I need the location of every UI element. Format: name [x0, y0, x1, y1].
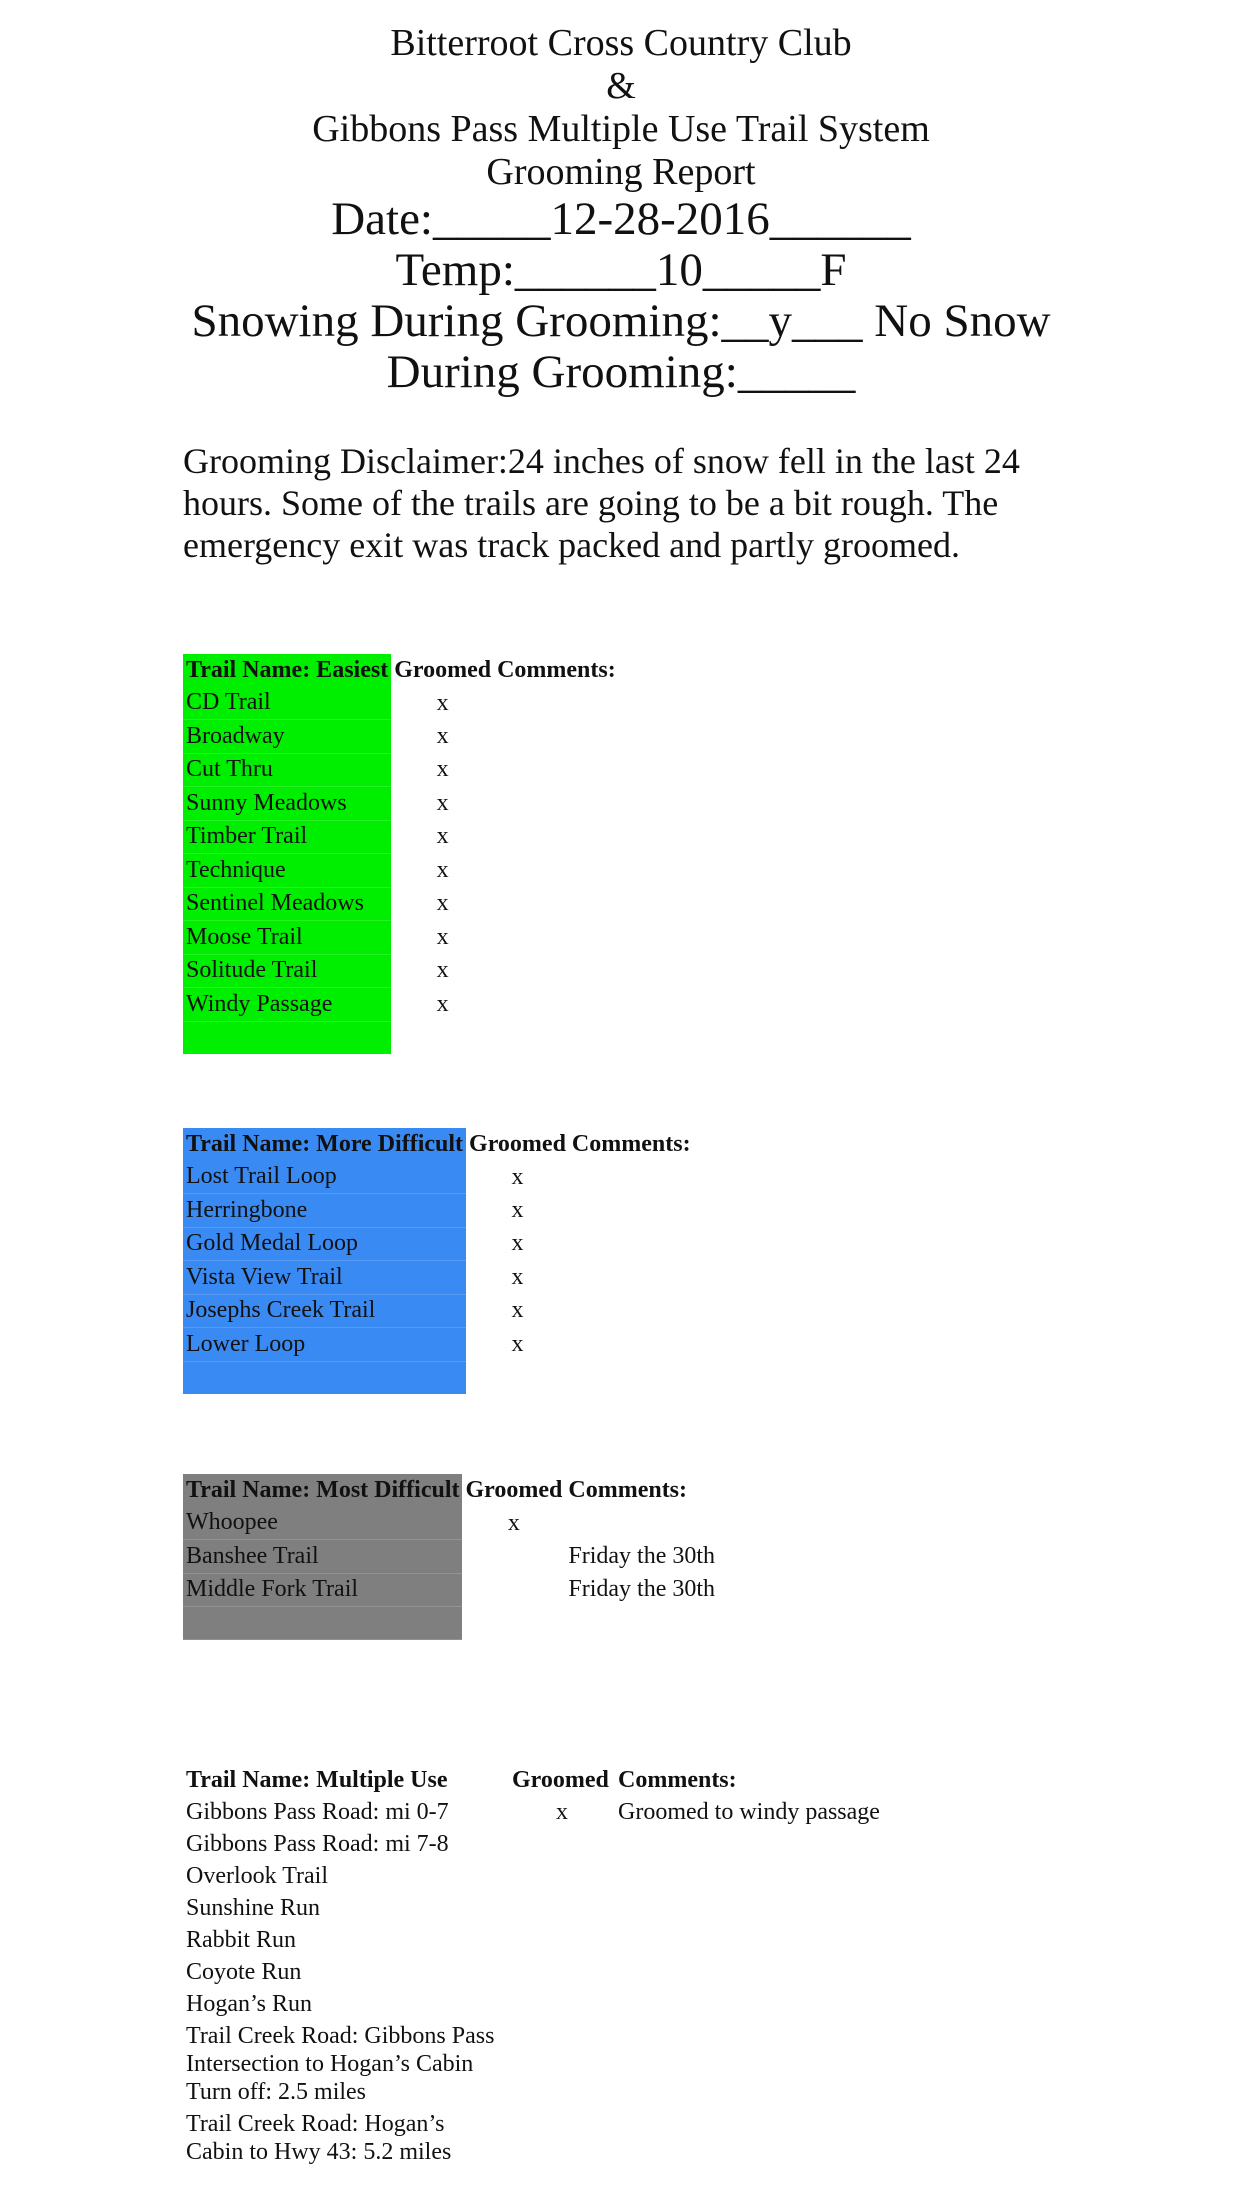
empty-cell: [391, 1021, 494, 1054]
easiest-trail-table: [183, 654, 619, 1055]
comment-cell: [615, 1956, 883, 1988]
comment-cell: [494, 720, 619, 754]
groomed-cell: [509, 1988, 615, 2020]
groomed-header: Groomed: [469, 1130, 566, 1157]
easiest-section: [183, 654, 619, 1055]
groomed-header: Groomed: [465, 1476, 563, 1503]
more-difficult-section: [183, 1128, 694, 1395]
empty-row: [183, 1021, 619, 1054]
table-row: [183, 1227, 694, 1261]
comment-cell: [615, 2108, 883, 2168]
trail-name-cell: Broadway: [183, 720, 391, 754]
comment-cell: [494, 787, 619, 821]
comments-header: Comments:: [618, 1767, 737, 1793]
comment-cell: [494, 687, 619, 720]
trail-name-cell: Sunny Meadows: [183, 787, 391, 821]
empty-row: [183, 1607, 718, 1640]
comment-cell: [494, 753, 619, 787]
trail-name-cell: Middle Fork Trail: [183, 1573, 462, 1607]
empty-cell: [569, 1361, 694, 1394]
table-header-row: [183, 1764, 883, 1796]
table-row: [183, 1573, 718, 1607]
comment-cell: [494, 854, 619, 888]
comment-cell: [565, 1507, 718, 1540]
comment-cell: [494, 921, 619, 955]
groomed-cell: x: [511, 1330, 524, 1357]
groomed-cell: x: [436, 957, 449, 984]
comment-cell: [615, 1828, 883, 1860]
comment-cell: [569, 1261, 694, 1295]
groomed-cell: x: [436, 990, 449, 1017]
club-name: Bitterroot Cross Country Club: [390, 22, 852, 64]
groomed-cell: [509, 1828, 615, 1860]
groomed-cell: x: [436, 856, 449, 883]
trail-name-cell: Gibbons Pass Road: mi 7-8: [186, 1831, 449, 1857]
table-row: [183, 921, 619, 955]
report-title: Grooming Report: [486, 151, 756, 193]
empty-cell: [565, 1607, 718, 1640]
report-header: [0, 22, 1242, 398]
trail-name-header: Trail Name: Easiest: [183, 654, 391, 687]
groomed-cell: x: [511, 1230, 524, 1257]
comments-header: Comments:: [497, 656, 616, 683]
trail-name-cell: Moose Trail: [183, 921, 391, 955]
table-row: [183, 1194, 694, 1228]
most-difficult-trail-table: [183, 1474, 718, 1640]
trail-name-cell: Sunshine Run: [186, 1895, 321, 1921]
table-row: [183, 1796, 883, 1828]
table-row: [183, 687, 619, 720]
trail-name-cell: Whoopee: [183, 1507, 462, 1540]
trail-name-header: Trail Name: Multiple Use: [186, 1767, 448, 1793]
trail-name-cell: Cut Thru: [183, 753, 391, 787]
groomed-cell: [509, 1860, 615, 1892]
comment-cell: Groomed to windy passage: [618, 1799, 880, 1825]
groomed-cell: x: [436, 756, 449, 783]
groomed-cell: [509, 1924, 615, 1956]
table-row: [183, 1540, 718, 1574]
table-row: [183, 787, 619, 821]
trail-name-cell: Josephs Creek Trail: [183, 1294, 466, 1328]
comment-cell: [569, 1194, 694, 1228]
comment-cell: [615, 1860, 883, 1892]
comment-cell: [569, 1161, 694, 1194]
trail-name-cell: Coyote Run: [186, 1959, 302, 1985]
table-row: [183, 954, 619, 988]
comment-cell: [494, 954, 619, 988]
groomed-cell: x: [511, 1163, 524, 1190]
comment-cell: Friday the 30th: [568, 1542, 716, 1569]
groomed-cell: x: [511, 1196, 524, 1223]
table-row: [183, 1860, 883, 1892]
comment-cell: [569, 1328, 694, 1362]
groomed-header: Groomed: [394, 656, 492, 683]
table-row: [183, 1892, 883, 1924]
table-row: [183, 720, 619, 754]
groomed-cell: x: [436, 923, 449, 950]
groomed-cell: x: [511, 1297, 524, 1324]
trail-name-cell: CD Trail: [183, 687, 391, 720]
groomed-cell: x: [436, 789, 449, 816]
empty-cell: [183, 1361, 466, 1394]
trail-name-cell: Sentinel Meadows: [183, 887, 391, 921]
trail-name-cell: Hogan’s Run: [186, 1991, 312, 2017]
groomed-cell: x: [436, 722, 449, 749]
comment-cell: [494, 820, 619, 854]
snowing-line: Snowing During Grooming:__y___ No Snow: [191, 295, 1051, 347]
trail-name-cell: Timber Trail: [183, 820, 391, 854]
comment-cell: [494, 887, 619, 921]
trail-name-cell: Solitude Trail: [183, 954, 391, 988]
empty-cell: [466, 1361, 569, 1394]
trail-name-cell: Gibbons Pass Road: mi 0-7: [186, 1799, 449, 1825]
table-header-row: [183, 1474, 718, 1507]
trail-name-cell: Lower Loop: [183, 1328, 466, 1362]
table-row: [183, 2020, 883, 2108]
table-row: [183, 1261, 694, 1295]
empty-cell: [494, 1021, 619, 1054]
ampersand: &: [606, 65, 636, 107]
more-difficult-trail-table: [183, 1128, 694, 1395]
trail-name-cell: Trail Creek Road: Hogan’s Cabin to Hwy 43: 5.2 miles: [186, 2111, 452, 2165]
table-row: [183, 820, 619, 854]
groomed-cell: x: [436, 890, 449, 917]
trail-name-cell: Herringbone: [183, 1194, 466, 1228]
groomed-cell: [462, 1540, 565, 1574]
comment-cell: [569, 1227, 694, 1261]
table-row: [183, 753, 619, 787]
table-row: [183, 1924, 883, 1956]
table-row: [183, 1507, 718, 1540]
trail-name-cell: Rabbit Run: [186, 1927, 297, 1953]
table-row: [183, 1828, 883, 1860]
most-difficult-section: [183, 1474, 718, 1640]
groomed-header: Groomed: [512, 1767, 609, 1793]
comment-cell: [494, 988, 619, 1022]
table-row: [183, 1956, 883, 1988]
table-row: [183, 1161, 694, 1194]
trail-system-name: Gibbons Pass Multiple Use Trail System: [312, 108, 930, 150]
trail-name-cell: Gold Medal Loop: [183, 1227, 466, 1261]
comments-header: Comments:: [571, 1130, 691, 1157]
trail-name-cell: Vista View Trail: [183, 1261, 466, 1295]
empty-cell: [183, 1021, 391, 1054]
grooming-disclaimer: Grooming Disclaimer:24 inches of snow fell in the last 24 hours. Some of the trails are going to be a bit rough. The emergency exit was track packed and partly groomed.: [183, 441, 1020, 565]
temp-line: Temp:______10_____F: [395, 244, 847, 296]
table-row: [183, 2108, 883, 2168]
comment-cell: [615, 1924, 883, 1956]
table-row: [183, 988, 619, 1022]
trail-name-cell: Lost Trail Loop: [183, 1161, 466, 1194]
comment-cell: [615, 2020, 883, 2108]
groomed-cell: x: [436, 689, 449, 716]
comment-cell: [615, 1892, 883, 1924]
trail-name-cell: Overlook Trail: [186, 1863, 329, 1889]
multiple-use-section: [183, 1764, 883, 2168]
trail-name-header: Trail Name: More Difficult: [183, 1128, 466, 1161]
table-row: [183, 1988, 883, 2020]
trail-name-cell: Windy Passage: [183, 988, 391, 1022]
during-grooming-line: During Grooming:_____: [386, 346, 856, 398]
groomed-cell: x: [556, 1799, 568, 1825]
empty-cell: [462, 1607, 565, 1640]
table-row: [183, 887, 619, 921]
groomed-cell: [509, 1892, 615, 1924]
table-row: [183, 1328, 694, 1362]
table-header-row: [183, 1128, 694, 1161]
trail-name-cell: Trail Creek Road: Gibbons Pass Intersection to Hogan’s Cabin Turn off: 2.5 miles: [186, 2023, 495, 2105]
empty-cell: [183, 1607, 462, 1640]
groomed-cell: [509, 1956, 615, 1988]
groomed-cell: [509, 2020, 615, 2108]
empty-row: [183, 1361, 694, 1394]
trail-name-cell: Banshee Trail: [183, 1540, 462, 1574]
comments-header: Comments:: [568, 1476, 688, 1503]
trail-name-header: Trail Name: Most Difficult: [183, 1474, 462, 1507]
date-line: Date:_____12-28-2016______: [331, 193, 911, 245]
groomed-cell: x: [436, 823, 449, 850]
groomed-cell: [462, 1573, 565, 1607]
comment-cell: [615, 1988, 883, 2020]
groomed-cell: x: [507, 1509, 520, 1536]
groomed-cell: x: [511, 1263, 524, 1290]
comment-cell: [569, 1294, 694, 1328]
table-header-row: [183, 654, 619, 687]
table-row: [183, 1294, 694, 1328]
multiple-use-trail-table: [183, 1764, 883, 2168]
table-row: [183, 854, 619, 888]
trail-name-cell: Technique: [183, 854, 391, 888]
groomed-cell: [509, 2108, 615, 2168]
comment-cell: Friday the 30th: [568, 1576, 716, 1603]
